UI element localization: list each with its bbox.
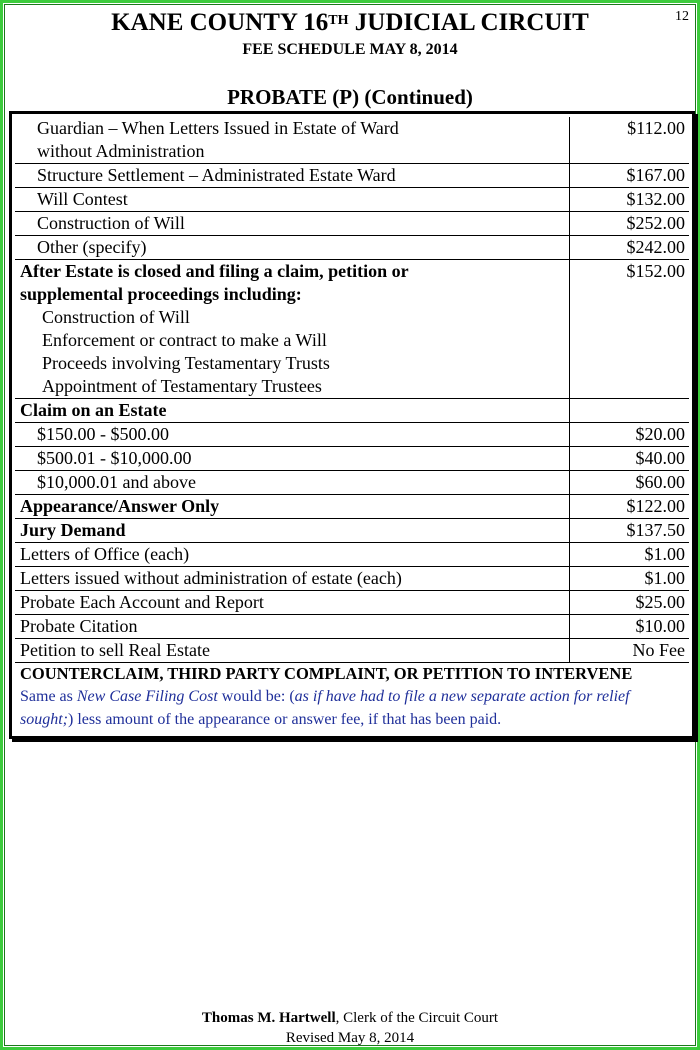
fee-amount: $1.00 [570,543,690,567]
page-footer [3,1008,697,1048]
footer-revised: Revised May 8, 2014 [285,1030,415,1046]
fee-label [15,260,570,399]
fee-label: $10,000.01 and above [15,471,570,495]
fee-amount: $60.00 [570,471,690,495]
fee-label: Structure Settlement – Administrated Estate Ward [15,164,570,188]
fee-table [15,117,689,733]
document-title [3,9,697,37]
guardian-line1: Guardian – When Letters Issued in Estate of Ward [37,118,399,138]
fee-label: Construction of Will [15,212,570,236]
table-row [15,447,689,471]
table-row [15,399,689,423]
page-number: 12 [675,9,689,24]
section-title: PROBATE (P) (Continued) [227,85,473,109]
list-item: Construction of Will [42,307,190,327]
note-emphasis: as if have had to file a new separate action for relief sought; [20,688,630,728]
table-row [15,639,689,663]
table-row [15,236,689,260]
fee-amount: $132.00 [570,188,690,212]
table-row [15,567,689,591]
title-rest: JUDICIAL CIRCUIT [348,9,589,36]
table-row [15,188,689,212]
table-row [15,495,689,519]
fee-label: $500.01 - $10,000.00 [15,447,570,471]
fee-amount: $112.00 [570,117,690,164]
fee-amount: $25.00 [570,591,690,615]
fee-amount: $152.00 [570,260,690,399]
clerk-name: Thomas M. Hartwell [201,1010,336,1026]
table-row [15,471,689,495]
table-row [15,663,689,734]
fee-label: Jury Demand [15,519,570,543]
fee-amount: $242.00 [570,236,690,260]
after-estate-line1: After Estate is closed and filing a claim, petition or [20,261,409,281]
fee-label: Appearance/Answer Only [15,495,570,519]
fee-amount: $10.00 [570,615,690,639]
note-text: Same as [20,688,77,705]
table-row [15,117,689,164]
fee-label: $150.00 - $500.00 [15,423,570,447]
note-body [20,685,685,731]
title-superscript: TH [328,13,349,28]
list-item: Enforcement or contract to make a Will [42,330,327,350]
table-row [15,423,689,447]
fee-amount: $1.00 [570,567,690,591]
fee-amount [570,399,690,423]
fee-label: Claim on an Estate [15,399,570,423]
title-main: KANE COUNTY 16 [111,9,329,36]
note-text: would be: ( [217,688,295,705]
table-row [15,543,689,567]
table-row [15,519,689,543]
fee-label: Letters issued without administration of estate (each) [15,567,570,591]
note-emphasis: New Case Filing Cost [76,688,218,705]
table-row [15,212,689,236]
clerk-title: , Clerk of the Circuit Court [335,1010,499,1026]
note-text: ) less amount of the appearance or answer fee, if that has been paid. [68,711,502,728]
after-estate-line2: supplemental proceedings including: [20,284,302,304]
fee-label: Probate Citation [15,615,570,639]
fee-amount: No Fee [570,639,690,663]
fee-label [15,117,570,164]
fee-amount: $20.00 [570,423,690,447]
fee-table-frame [9,111,695,739]
fee-label: Will Contest [15,188,570,212]
document-header [3,9,697,59]
fee-amount: $252.00 [570,212,690,236]
guardian-line2: without Administration [37,141,205,161]
fee-label: Letters of Office (each) [15,543,570,567]
list-item: Appointment of Testamentary Trustees [42,376,322,396]
fee-amount: $167.00 [570,164,690,188]
list-item: Proceeds involving Testamentary Trusts [42,353,330,373]
fee-label: Probate Each Account and Report [15,591,570,615]
fee-label: Petition to sell Real Estate [15,639,570,663]
fee-amount: $137.50 [570,519,690,543]
table-row [15,591,689,615]
fee-amount: $40.00 [570,447,690,471]
table-row [15,164,689,188]
counterclaim-note [15,663,689,734]
note-heading: COUNTERCLAIM, THIRD PARTY COMPLAINT, OR PETITION TO INTERVENE [20,664,633,683]
document-subtitle: FEE SCHEDULE MAY 8, 2014 [242,41,458,58]
table-row [15,615,689,639]
footer-clerk [3,1008,697,1028]
fee-label: Other (specify) [15,236,570,260]
table-row [15,260,689,399]
fee-amount: $122.00 [570,495,690,519]
